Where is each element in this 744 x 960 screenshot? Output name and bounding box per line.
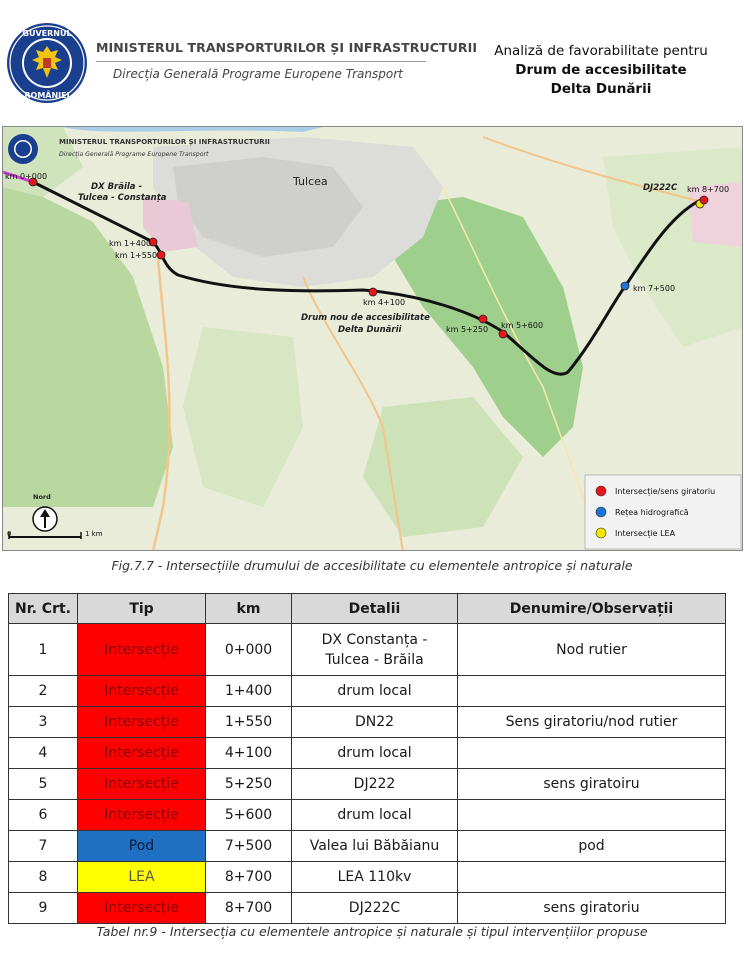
route-map [2, 126, 743, 551]
cell-nr: 1 [9, 624, 78, 676]
table-row [9, 893, 726, 924]
label-km-1-400: km 1+400 [109, 239, 152, 248]
cell-detalii [292, 624, 458, 676]
cell-detalii: LEA 110kv [292, 862, 458, 893]
cell-obs [458, 800, 726, 831]
cell-detalii-line-1: DX Constanța - [321, 631, 428, 648]
header-detalii: Detalii [292, 594, 458, 624]
table-row [9, 676, 726, 707]
cell-detalii: drum local [292, 738, 458, 769]
legend-yellow-icon [596, 528, 606, 538]
direction-name: Direcția Generală Programe Europene Transport [113, 67, 403, 81]
legend-red-icon [596, 486, 606, 496]
cell-tip: Intersecție [78, 800, 206, 831]
cell-km: 4+100 [206, 738, 292, 769]
cell-nr: 8 [9, 862, 78, 893]
mini-direction: Direcția Generală Programe Europene Transport [59, 151, 209, 158]
point-km-4-100 [369, 288, 377, 296]
point-km-1-550 [157, 251, 165, 259]
cell-obs: sens giratoiru [458, 769, 726, 800]
cell-km: 8+700 [206, 862, 292, 893]
mini-ministry: MINISTERUL TRANSPORTURILOR ȘI INFRASTRUCTURII [59, 138, 270, 146]
table-row [9, 831, 726, 862]
table-header-row [9, 594, 726, 624]
cell-tip: Intersecție [78, 624, 206, 676]
point-km-8-700 [700, 196, 708, 204]
cell-tip: LEA [78, 862, 206, 893]
scale-end: 1 km [85, 530, 103, 538]
label-km-5-250: km 5+250 [446, 325, 489, 334]
cell-detalii: DJ222C [292, 893, 458, 924]
cell-tip: Intersecție [78, 769, 206, 800]
cell-km: 1+400 [206, 676, 292, 707]
ministry-name: MINISTERUL TRANSPORTURILOR ȘI INFRASTRUCTURII [96, 40, 478, 55]
svg-text:GUVERNUL: GUVERNUL [22, 29, 72, 38]
table-row [9, 800, 726, 831]
cell-tip: Intersecție [78, 676, 206, 707]
header-obs: Denumire/Observații [458, 594, 726, 624]
scale-start: 0 [7, 530, 12, 538]
cell-nr: 2 [9, 676, 78, 707]
cell-km: 8+700 [206, 893, 292, 924]
cell-detalii: drum local [292, 676, 458, 707]
guvernul-romaniei-seal-icon [6, 22, 88, 104]
label-new-road-2: Delta Dunării [338, 325, 402, 335]
cell-km: 7+500 [206, 831, 292, 862]
table-row [9, 738, 726, 769]
cell-obs: Sens giratoriu/nod rutier [458, 707, 726, 738]
label-dx-2: Tulcea - Constanța [78, 193, 167, 203]
cell-km: 5+250 [206, 769, 292, 800]
label-km-4-100: km 4+100 [363, 298, 406, 307]
header-tip: Tip [78, 594, 206, 624]
cell-tip: Intersecție [78, 893, 206, 924]
legend-label-lea: Intersecție LEA [615, 529, 676, 538]
cell-tip: Intersecție [78, 707, 206, 738]
document-title-line-2: Drum de accesibilitate [515, 62, 687, 78]
cell-km: 5+600 [206, 800, 292, 831]
label-km-1-550: km 1+550 [115, 251, 158, 260]
legend-blue-icon [596, 507, 606, 517]
cell-nr: 6 [9, 800, 78, 831]
svg-text:ROMÂNIEI: ROMÂNIEI [24, 91, 70, 100]
cell-detalii-line-2: Tulcea - Brăila [325, 651, 424, 668]
cell-obs: pod [458, 831, 726, 862]
cell-detalii: drum local [292, 800, 458, 831]
cell-detalii: DJ222 [292, 769, 458, 800]
cell-km: 1+550 [206, 707, 292, 738]
document-title-line-3: Delta Dunării [550, 81, 652, 97]
header-divider [96, 61, 426, 62]
cell-nr: 4 [9, 738, 78, 769]
document-title [466, 42, 736, 99]
label-km-5-600: km 5+600 [501, 321, 544, 330]
document-header [0, 0, 744, 115]
legend-label-intersection: Intersecție/sens giratoriu [615, 487, 716, 496]
cell-obs: Nod rutier [458, 624, 726, 676]
cell-nr: 5 [9, 769, 78, 800]
label-km-0-000: km 0+000 [5, 172, 48, 181]
label-new-road-1: Drum nou de accesibilitate [301, 313, 430, 323]
cell-obs [458, 862, 726, 893]
header-km: km [206, 594, 292, 624]
map-canvas [3, 127, 743, 551]
cell-detalii: Valea lui Băbăianu [292, 831, 458, 862]
cell-tip: Pod [78, 831, 206, 862]
point-km-7-500 [621, 282, 629, 290]
cell-nr: 7 [9, 831, 78, 862]
cell-obs [458, 676, 726, 707]
header-nr: Nr. Crt. [9, 594, 78, 624]
table-row [9, 862, 726, 893]
figure-caption: Fig.7.7 - Intersecțiile drumului de accesibilitate cu elementele antropice și naturale [111, 558, 633, 573]
label-dj222c: DJ222C [643, 183, 678, 193]
cell-nr: 9 [9, 893, 78, 924]
cell-obs: sens giratoriu [458, 893, 726, 924]
cell-km: 0+000 [206, 624, 292, 676]
intersections-table [8, 593, 726, 924]
table-row [9, 769, 726, 800]
cell-obs [458, 738, 726, 769]
table-caption: Tabel nr.9 - Intersecția cu elementele antropice și naturale și tipul intervențiilor propuse [96, 924, 648, 939]
label-km-8-700: km 8+700 [687, 185, 730, 194]
cell-tip: Intersecție [78, 738, 206, 769]
north-label: Nord [33, 493, 51, 501]
label-km-7-500: km 7+500 [633, 284, 676, 293]
cell-nr: 3 [9, 707, 78, 738]
point-km-5-600 [499, 330, 507, 338]
table-row [9, 707, 726, 738]
document-title-line-1: Analiză de favorabilitate pentru [494, 43, 708, 59]
label-tulcea: Tulcea [293, 175, 328, 188]
point-km-5-250 [479, 315, 487, 323]
cell-detalii: DN22 [292, 707, 458, 738]
table-row [9, 624, 726, 676]
label-dx-1: DX Brăila - [91, 182, 143, 192]
legend-label-hydro: Rețea hidrografică [615, 508, 689, 517]
